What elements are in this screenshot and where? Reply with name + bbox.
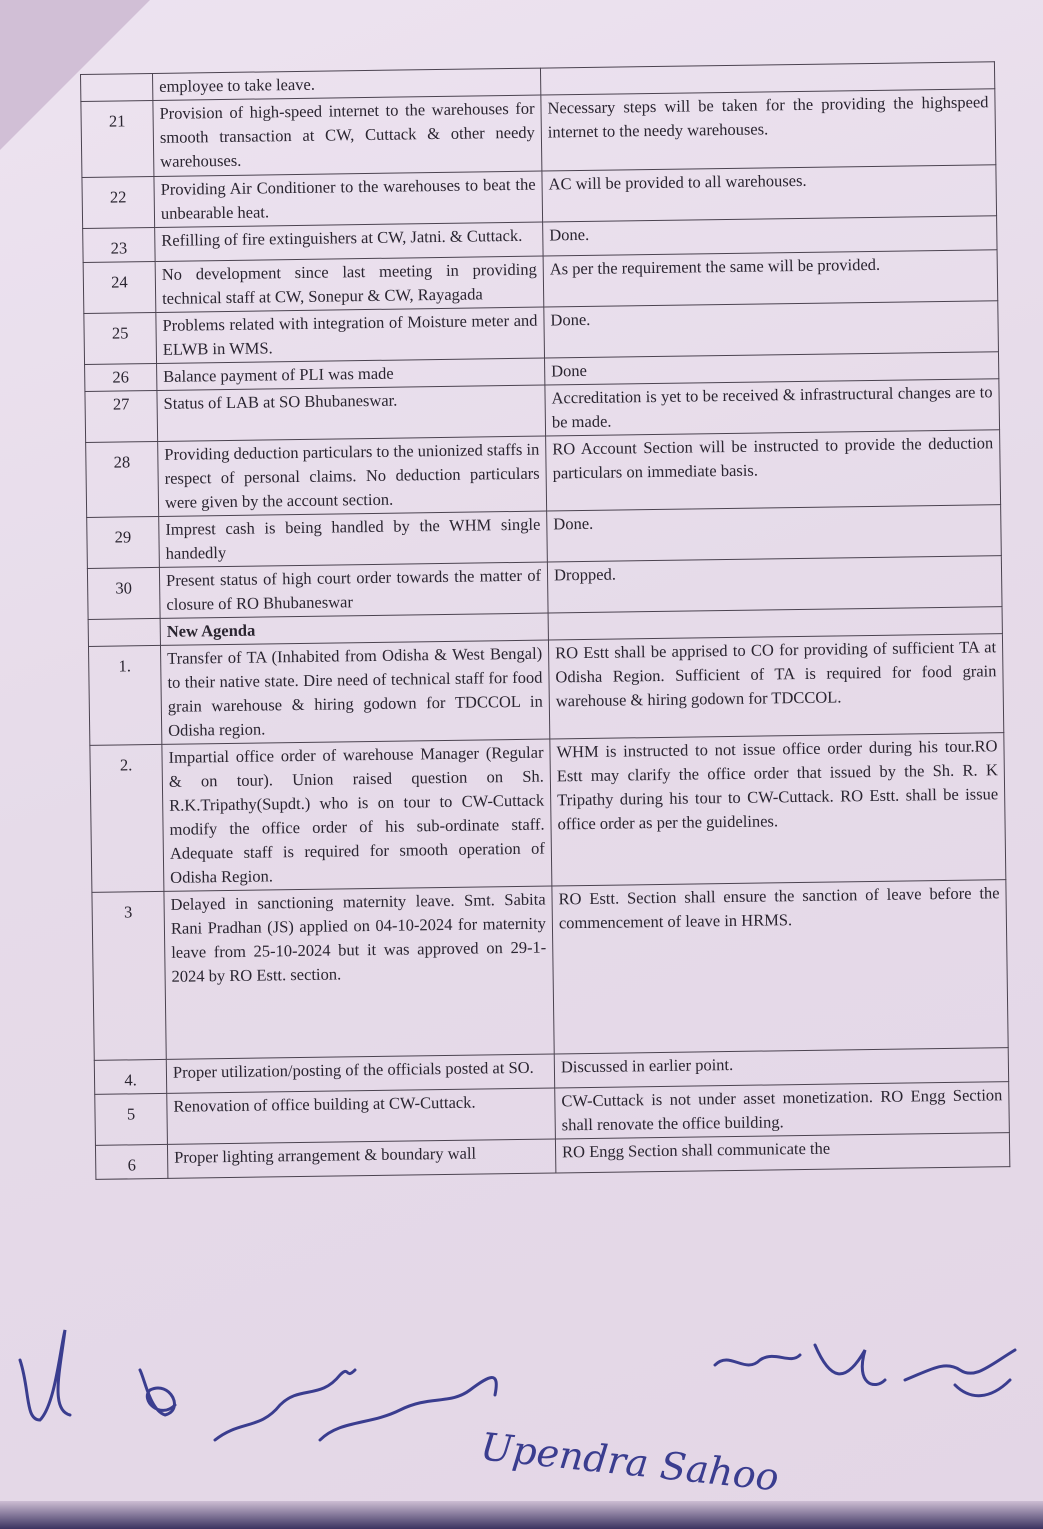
row-action: Done. [543,216,997,256]
row-issue: Problems related with integration of Moisture meter and ELWB in WMS. [156,307,545,363]
row-number: 5 [95,1093,168,1145]
row-number: 25 [84,312,157,364]
row-issue: Impartial office order of warehouse Manager (Regular & on tour). Union raised question on Sh. R.K.Tripathy(Supdt.) who is on tour to CW-Cuttack modify the office order of his sub-ordinate staff. Adequate staff is required for smooth operation of Odisha Region. [162,739,552,891]
row-action: RO Estt. Section shall ensure the sanction of leave before the commencement of leave in HRMS. [552,880,1008,1054]
photo-edge-shadow [0,1501,1043,1529]
row-issue: Providing deduction particulars to the unionized staffs in respect of personal claims. No deduction particulars were given by the account section. [158,436,547,516]
table-row [88,634,1003,746]
minutes-table [80,61,1010,1180]
row-issue: Delayed in sanctioning maternity leave. Smt. Sabita Rani Pradhan (JS) applied on 04-10-2024 for maternity leave from 25-10-2024 but it was approved on 29-1-2024 by RO Estt. section. [164,886,554,1059]
row-action: RO Engg Section shall communicate the [555,1133,1009,1173]
row-action: CW-Cuttack is not under asset monetization. RO Engg Section shall renovate the office building. [555,1082,1010,1139]
row-action: Done [545,352,999,385]
row-number: 1. [88,645,161,745]
row-action: Done. [544,301,999,358]
row-number: 3 [92,891,166,1060]
row-action: Done. [547,505,1002,562]
row-issue: Imprest cash is being handled by the WHM single handedly [159,511,548,567]
row-action: WHM is instructed to not issue office order during his tour.RO Estt may clarify the office order that issued by the Sh. R. K Tripathy during his tour to CW-Cuttack. RO Estt. shall be issue office order as per the guidelines. [550,733,1006,886]
row-issue: Providing Air Conditioner to the warehouses to beat the unbearable heat. [154,171,543,227]
table-row [92,880,1008,1061]
row-number: 29 [87,516,160,568]
row-number: 28 [86,441,159,517]
row-issue: Renovation of office building at CW-Cuttack. [167,1088,556,1144]
row-number: 22 [82,176,155,228]
row-issue: Proper utilization/posting of the officials posted at SO. [166,1054,554,1093]
row-number: 21 [81,100,154,177]
row-action: Discussed in earlier point. [554,1048,1008,1088]
table-row [90,733,1006,893]
row-issue: Balance payment of PLI was made [157,358,545,390]
row-issue: Present status of high court order towards the matter of closure of RO Bhubaneswar [159,562,548,618]
row-issue: Proper lighting arrangement & boundary wall [167,1139,555,1178]
row-action: RO Account Section will be instructed to provide the deduction particulars on immediate basis. [546,430,1001,511]
row-issue: Status of LAB at SO Bhubaneswar. [157,385,546,441]
table-row [81,89,996,178]
table-row [86,430,1001,518]
row-action: As per the requirement the same will be provided. [543,250,998,307]
row-action: Accreditation is yet to be received & infrastructural changes are to be made. [545,379,1000,436]
row-action: RO Estt shall be apprised to CO for providing of sufficient TA at Odisha Region. Sufficient of TA is required for food grain warehouse & hiring godown for TDCCOL. [548,634,1003,739]
row-number: 27 [85,390,158,442]
signature-scribbles [0,1310,1043,1510]
row-number: 26 [85,363,157,391]
row-number [81,73,153,101]
row-issue: Transfer of TA (Inhabited from Odisha & West Bengal) to their native state. Dire need of technical staff for food grain warehouse & hiring godown for TDCCOL in Odisha region. [160,640,549,744]
signature-upendra-sahoo: Upendra Sahoo [478,1424,781,1500]
row-issue: No development since last meeting in providing technical staff at CW, Sonepur & CW, Rayagada [155,256,544,312]
row-number: 6 [95,1144,167,1179]
row-issue: Refilling of fire extinguishers at CW, Jatni. & Cuttack. [155,222,543,261]
row-issue: employee to take leave. [152,68,540,100]
row-number: 30 [87,567,160,619]
row-number: 2. [90,744,164,892]
new-agenda-heading: New Agenda [160,613,548,645]
row-number: 24 [83,261,156,313]
row-action: Necessary steps will be taken for the providing the highspeed internet to the needy warehouses. [541,89,996,171]
heading-number-cell [88,618,160,646]
row-number: 23 [83,227,155,262]
minutes-table-sheet [80,61,1010,1180]
row-number: 4. [94,1059,166,1094]
row-issue: Provision of high-speed internet to the warehouses for smooth transaction at CW, Cuttack & other needy warehouses. [153,95,542,176]
row-action: AC will be provided to all warehouses. [542,165,997,222]
row-action: Dropped. [547,556,1002,613]
